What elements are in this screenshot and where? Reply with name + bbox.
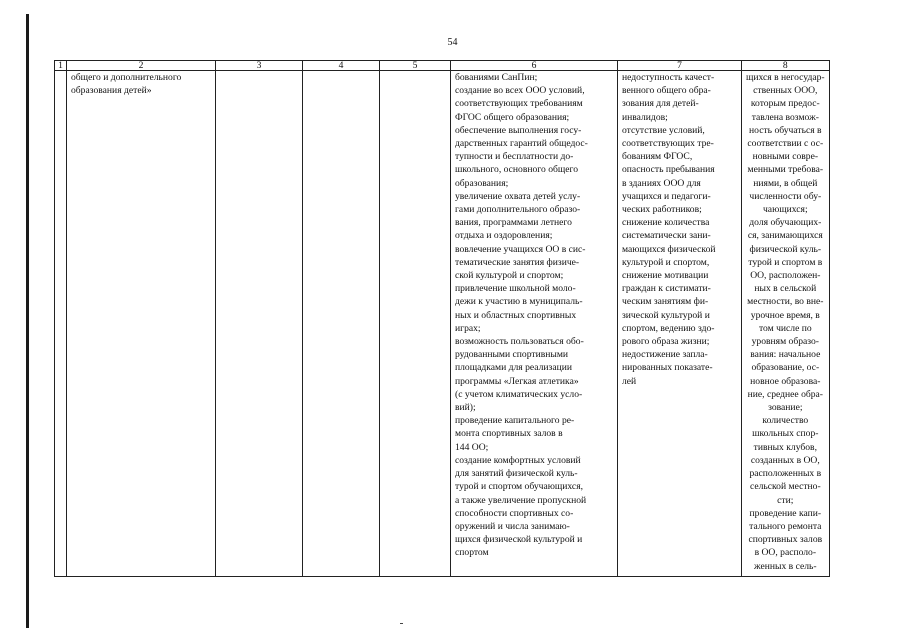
cell-text-line: снижение количества <box>622 217 710 229</box>
cell-col1 <box>55 71 67 577</box>
cell-text-line: ниями, в общей <box>753 177 818 189</box>
cell-text-line: тивных клубов, <box>753 441 817 453</box>
cell-text-line: (с учетом климатических усло- <box>455 388 583 400</box>
cell-text-line: в зданиях ООО для <box>622 177 701 189</box>
cell-text-line: школьных спор- <box>752 428 819 440</box>
cell-text-line: образования детей» <box>71 85 152 97</box>
cell-text-line: спортом, ведению здо- <box>622 322 715 334</box>
cell-text-line: ской культурой и спортом; <box>455 270 564 282</box>
cell-text-line: ся, занимающихся <box>747 230 823 242</box>
cell-text-line: тавлена возмож- <box>751 111 819 123</box>
cell-text-line: ние, среднее обра- <box>747 388 823 400</box>
column-header: 7 <box>618 61 742 71</box>
column-header: 8 <box>742 61 830 71</box>
cell-text-line: бованиям ФГОС, <box>622 151 693 163</box>
cell-text-line: ческим занятиям фи- <box>622 296 709 308</box>
table-row <box>55 71 830 577</box>
cell-text-line: недостижение запла- <box>622 349 708 361</box>
column-header: 2 <box>67 61 216 71</box>
cell-text-line: соответствующих требованиям <box>455 98 583 110</box>
cell-text-line: играх; <box>455 322 481 334</box>
cell-text-line: в ОО, располо- <box>754 547 817 559</box>
cell-col8 <box>742 71 830 577</box>
cell-text-line: соответствии с ос- <box>747 138 824 150</box>
cell-text-line: сти; <box>777 494 794 506</box>
cell-text-line: чающихся; <box>762 204 808 216</box>
cell-col6 <box>451 71 618 577</box>
cell-text-line: рудованными спортивными <box>455 349 569 361</box>
cell-col7 <box>618 71 742 577</box>
cell-text-line: программы «Легкая атлетика» <box>455 375 579 387</box>
cell-text-line: недоступность качест- <box>622 72 715 83</box>
cell-text-line: рового образа жизни; <box>622 336 710 348</box>
cell-text-line: бованиями СанПин; <box>455 72 538 83</box>
cell-text-line: ность обучаться в <box>749 124 822 136</box>
cell-text-line: ственных ООО, <box>753 85 818 97</box>
cell-text-line: ных и областных спортивных <box>455 309 577 321</box>
cell-text-line: систематически зани- <box>622 230 711 242</box>
cell-text-line: способности спортивных со- <box>455 507 574 519</box>
cell-text-line: тематические занятия физиче- <box>455 256 580 268</box>
column-header: 4 <box>303 61 380 71</box>
cell-text-line: уровням образо- <box>751 336 820 348</box>
scan-speck <box>400 623 403 624</box>
cell-text-line: местности, во вне- <box>747 296 824 308</box>
cell-text-line: проведение капи- <box>749 507 822 519</box>
cell-text-line: спортивных залов <box>748 534 823 546</box>
cell-text-line: отдыха и оздоровления; <box>455 230 553 242</box>
cell-col3 <box>216 71 303 577</box>
cell-text-line: физической куль- <box>749 243 822 255</box>
cell-text-line: новное образова- <box>750 375 821 387</box>
cell-text-line: для занятий физической куль- <box>455 468 578 480</box>
column-header: 6 <box>451 61 618 71</box>
cell-text-line: 144 ОО; <box>455 441 489 453</box>
cell-text-line: том числе по <box>758 322 812 334</box>
cell-text-line: общего и дополнительного <box>71 72 182 83</box>
cell-text-line: женных в сель- <box>754 560 817 572</box>
cell-text-line: граждан к систимати- <box>622 283 711 295</box>
cell-text-line: урочное время, в <box>750 309 820 321</box>
cell-text-line: нированных показате- <box>622 362 713 374</box>
cell-text-line: учащихся и педагоги- <box>622 190 711 202</box>
cell-text-line: сельской местно- <box>749 481 821 493</box>
cell-text-line: дежи к участию в муниципаль- <box>455 296 583 308</box>
cell-text-line: привлечение школьной моло- <box>455 283 576 295</box>
page-number: 54 <box>447 37 458 48</box>
cell-text-line: вания, программами летнего <box>455 217 572 229</box>
cell-text-line: зования для детей- <box>622 98 699 110</box>
cell-text-line: образования; <box>455 177 509 189</box>
cell-text-line: инвалидов; <box>622 111 668 123</box>
column-header: 1 <box>55 61 67 71</box>
cell-col5 <box>380 71 451 577</box>
cell-text-line: которым предос- <box>750 98 820 110</box>
cell-text-line: численности обу- <box>749 190 822 202</box>
cell-col4 <box>303 71 380 577</box>
cell-text-line: вания: начальное <box>750 349 821 361</box>
cell-text-line: школьного, основного общего <box>455 164 579 176</box>
cell-text-line: отсутствие условий, <box>622 124 705 136</box>
cell-text-line: венного общего обра- <box>622 85 711 97</box>
cell-text-line: а также увеличение пропускной <box>455 494 587 506</box>
cell-text-line: созданных в ОО, <box>750 454 820 466</box>
cell-text-line: вий); <box>455 402 476 414</box>
cell-text-line: создание во всех ООО условий, <box>455 85 585 97</box>
cell-text-line: образование, ос- <box>751 362 820 374</box>
program-table <box>54 60 830 577</box>
cell-text-line: проведение капитального ре- <box>455 415 575 427</box>
cell-text-line: создание комфортных условий <box>455 454 581 466</box>
cell-text-line: тупности и бесплатности до- <box>455 151 574 163</box>
cell-text-line: количество <box>762 415 809 427</box>
cell-text-line: новными совре- <box>752 151 819 163</box>
cell-text-line: вовлечение учащихся ОО в сис- <box>455 243 586 255</box>
cell-text-line: щихся физической культурой и <box>455 534 583 546</box>
column-header: 5 <box>380 61 451 71</box>
cell-text-line: ФГОС общего образования; <box>455 111 570 123</box>
cell-text-line: ных в сельской <box>754 283 817 295</box>
cell-text-line: соответствующих тре- <box>622 138 714 150</box>
cell-text-line: лей <box>622 375 637 387</box>
cell-col2 <box>67 71 216 577</box>
cell-text-line: расположенных в <box>749 468 822 480</box>
cell-text-line: дарственных гарантий общедос- <box>455 138 588 150</box>
column-header: 3 <box>216 61 303 71</box>
cell-text-line: мающихся физической <box>622 243 716 255</box>
cell-text-line: тального ремонта <box>749 520 822 532</box>
cell-text-line: зование; <box>768 402 803 414</box>
cell-text-line: щихся в негосудар- <box>746 72 825 83</box>
table-header-row <box>55 61 830 71</box>
cell-text-line: турой и спортом в <box>748 256 823 268</box>
cell-text-line: ОО, расположен- <box>750 270 821 282</box>
cell-text-line: доля обучающих- <box>749 217 822 229</box>
cell-text-line: снижение мотивации <box>622 270 709 282</box>
cell-text-line: культурой и спортом, <box>622 256 710 268</box>
cell-text-line: опасность пребывания <box>622 164 715 176</box>
cell-text-line: оружений и числа занимаю- <box>455 520 570 532</box>
cell-text-line: спортом <box>455 547 489 559</box>
cell-text-line: монта спортивных залов в <box>455 428 563 440</box>
cell-text-line: увеличение охвата детей услу- <box>455 190 581 202</box>
cell-text-line: гами дополнительного образо- <box>455 204 581 216</box>
cell-text-line: площадками для реализации <box>455 362 572 374</box>
cell-text-line: турой и спортом обучающихся, <box>455 481 584 493</box>
cell-text-line: обеспечение выполнения госу- <box>455 124 582 136</box>
cell-text-line: менными требова- <box>747 164 824 176</box>
cell-text-line: зической культурой и <box>622 309 710 321</box>
cell-text-line: возможность пользоваться обо- <box>455 336 584 348</box>
binding-edge-line <box>26 14 29 628</box>
cell-text-line: ческих работников; <box>622 204 702 216</box>
